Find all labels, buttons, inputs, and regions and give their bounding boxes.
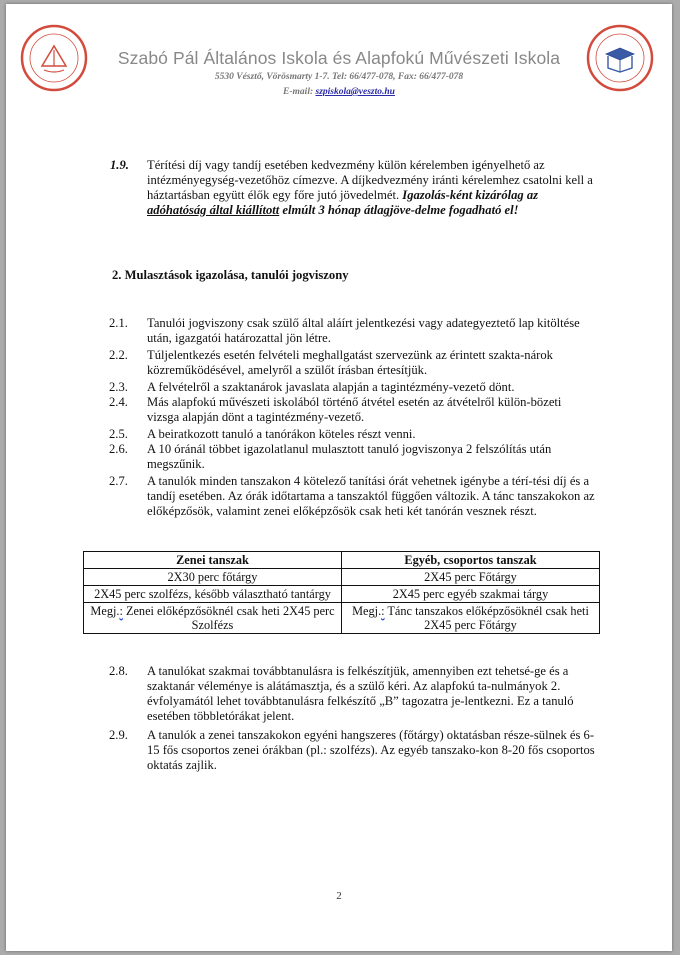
document-page xyxy=(6,4,672,951)
table-row xyxy=(84,586,600,603)
page-number: 2 xyxy=(336,890,342,902)
table-cell: 2X45 perc egyéb szakmai tárgy xyxy=(342,586,600,603)
list-item-number: 2.7. xyxy=(109,474,128,488)
section-1-9-text-bold-2: elmúlt 3 hónap átlagjöve-delme fogadható el! xyxy=(279,203,519,217)
note-colon: : xyxy=(119,604,123,618)
section-1-9-text-underlined: adóhatóság által kiállított xyxy=(147,203,280,217)
note-text: Tánc tanszakos előképzősöknél csak heti 2X45 perc Főtárgy xyxy=(384,604,589,632)
note-prefix: Megj. xyxy=(352,604,382,618)
list-item-number: 2.2. xyxy=(109,348,128,362)
list-item-text: A tanulók a zenei tanszakokon egyéni hangszeres (főtárgy) oktatásban része-sülnek és 6-15 fős csoportos zenei órákban (pl.: szolfézs). Az egyéb tanszako-kon 8-20 fős csoportos oktatás zajlik. xyxy=(147,728,595,772)
section-1-9-number: 1.9. xyxy=(110,158,129,172)
table-header-zenei: Zenei tanszak xyxy=(84,552,342,569)
section-1-9-text-regular: Térítési díj vagy tandíj esetében kedvezmény külön kérelemben igényelhető az intézményegység-vezetőhöz címezve. A díjkedvezmény iránti kérelemhez csatolni kell a háztartásban együtt élők egy főre jutó jövedelmét. xyxy=(147,158,593,202)
list-item-number: 2.5. xyxy=(109,427,128,441)
table-row xyxy=(84,569,600,586)
table-note-cell-right xyxy=(342,603,600,634)
table-header-row xyxy=(84,552,600,569)
list-item-number: 2.6. xyxy=(109,442,128,456)
list-item-number: 2.1. xyxy=(109,316,128,330)
section-2-heading: 2. Mulasztások igazolása, tanulói jogviszony xyxy=(112,268,349,282)
list-item-text: A tanulók minden tanszakon 4 kötelező tanítási órát vehetnek igénybe a térí-tési díj és a tandíj esetében. Az órák időtartama a tanszaktól függően változik. A tánc tanszakokon az előképzősök, valamint zenei előképzősök csak heti két tanórán vesznek részt. xyxy=(147,474,595,518)
note-text: Zenei előképzősöknél csak heti 2X45 perc Szolfézs xyxy=(122,604,335,632)
list-item-text: Más alapfokú művészeti iskolából történő átvétel esetén az átvételről külön-bözeti vizsga alapján dönt a tagintézmény-vezető. xyxy=(147,395,562,424)
school-name-heading: Szabó Pál Általános Iskola és Alapfokú Művészeti Iskola xyxy=(117,48,561,68)
list-item-text: Tanulói jogviszony csak szülő által aláírt jelentkezési vagy adategyeztető lap kitöltése után, igazgatói határozattal jön létre. xyxy=(147,316,580,345)
section-1-9-text-bold-1: Igazolás-ként kizárólag az xyxy=(402,188,539,202)
table-cell: 2X45 perc szolfézs, később választható tantárgy xyxy=(84,586,342,603)
table-cell: 2X45 perc Főtárgy xyxy=(342,569,600,586)
table-header-egyeb: Egyéb, csoportos tanszak xyxy=(342,552,600,569)
section-1-9-text xyxy=(147,158,593,218)
table-note-cell-left xyxy=(84,603,342,634)
list-item-text: A beiratkozott tanuló a tanórákon köteles részt venni. xyxy=(147,427,416,441)
table-note-row xyxy=(84,603,600,634)
note-prefix: Megj. xyxy=(90,604,120,618)
school-address: 5530 Vésztő, Vörösmarty 1-7. Tel: 66/477-078, Fax: 66/477-078 xyxy=(214,72,464,82)
list-item-text: A tanulókat szakmai továbbtanulásra is felkészítjük, amennyiben ezt tehetsé-ge és a szaktanár véleménye is alátámasztja, és a szülő kéri. Az alapfokú ta-nulmányok 2. évfolyamától lehet továbbtanulásra felkészítő „B” tagozatra je-lentkezni. Ez a tanuló esetében többletórákat jelent. xyxy=(147,664,574,723)
list-item-text: A 10 óránál többet igazolatlanul mulasztott tanuló jogviszonya 2 felszólítás után megszűnik. xyxy=(147,442,552,471)
list-item-number: 2.4. xyxy=(109,395,128,409)
email-link[interactable]: szpiskola@veszto.hu xyxy=(315,87,395,97)
list-item-number: 2.3. xyxy=(109,380,128,394)
list-item-number: 2.8. xyxy=(109,664,128,678)
list-item-number: 2.9. xyxy=(109,728,128,742)
tanszak-table xyxy=(83,551,600,634)
list-item-text: Túljelentkezés esetén felvételi meghallgatást szervezünk az érintett szakta-nárok közreműködésével, amelyről a szülőt írásban értesítjük. xyxy=(147,348,553,377)
school-email-line xyxy=(6,87,672,97)
table-cell: 2X30 perc főtárgy xyxy=(84,569,342,586)
email-label: E-mail: xyxy=(283,87,316,97)
note-colon: : xyxy=(381,604,385,618)
list-item-text: A felvételről a szaktanárok javaslata alapján a tagintézmény-vezető dönt. xyxy=(147,380,515,394)
